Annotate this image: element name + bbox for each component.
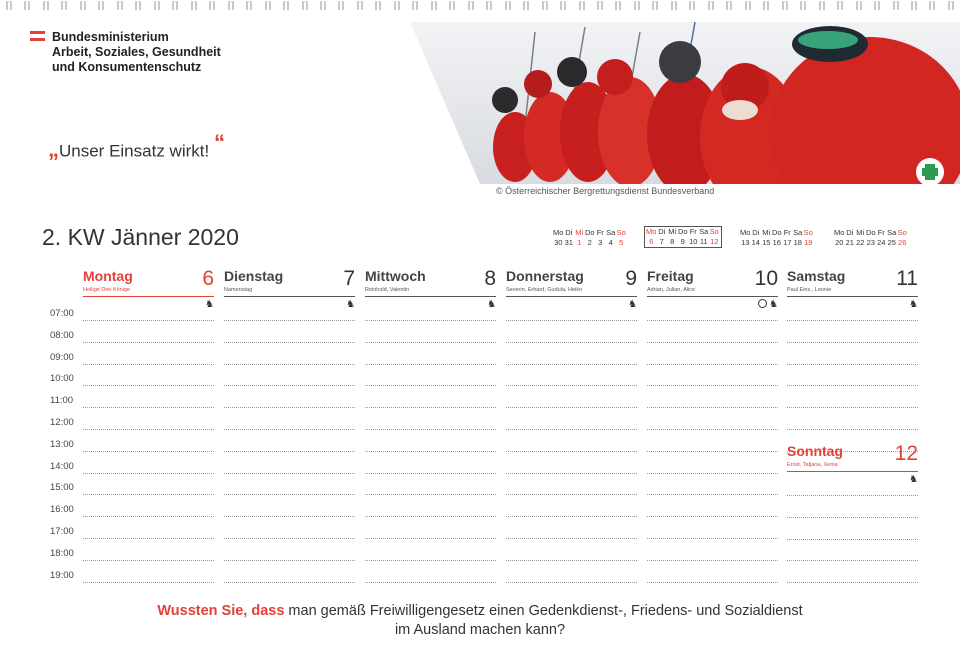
weekday-abbrev: Mi: [668, 227, 677, 236]
weekday-abbrev: Sa: [699, 227, 709, 236]
spiral-ring: [172, 1, 178, 10]
time-slot-line[interactable]: [787, 560, 918, 561]
time-slot-line[interactable]: [647, 451, 778, 452]
mini-calendar-week-2: [644, 226, 722, 248]
time-label: 09:00: [50, 351, 74, 363]
time-slot-line[interactable]: [506, 560, 637, 561]
mini-calendar-week-1: [553, 228, 627, 248]
time-slot-line[interactable]: [224, 582, 355, 583]
weekday-abbrev: Mi: [575, 228, 584, 237]
day-icons: [758, 299, 778, 310]
time-slot-line[interactable]: [83, 320, 214, 321]
spiral-ring: [929, 1, 935, 10]
paw-icon: ♞: [628, 299, 637, 310]
time-slot-line[interactable]: [647, 494, 778, 495]
time-slot-line[interactable]: [365, 516, 496, 517]
spiral-ring: [579, 1, 585, 10]
mini-calendar-day: 26: [898, 238, 907, 247]
spiral-ring: [283, 1, 289, 10]
time-slot-line[interactable]: [83, 538, 214, 539]
spiral-ring: [523, 1, 529, 10]
photo-credit: © Österreichischer Bergrettungsdienst Bundesverband: [496, 186, 715, 196]
day-number: 7: [343, 267, 355, 290]
mini-calendar-day: 15: [762, 238, 771, 247]
ministry-line-3: und Konsumentenschutz: [52, 60, 202, 74]
mini-calendar-day: 1: [577, 238, 582, 247]
time-slot-line[interactable]: [83, 494, 214, 495]
time-slot-line[interactable]: [83, 516, 214, 517]
weekday-abbrev: Mo: [740, 228, 751, 237]
day-header-rule: [787, 296, 918, 297]
time-label: 07:00: [50, 308, 74, 319]
time-slot-line[interactable]: [83, 407, 214, 408]
mini-calendar-header: [834, 228, 908, 238]
time-slot-line[interactable]: [787, 364, 918, 365]
weekday-abbrev: So: [897, 228, 907, 237]
spiral-ring: [449, 1, 455, 10]
mini-calendar-day: 4: [608, 238, 613, 247]
spiral-ring: [542, 1, 548, 10]
spiral-ring: [689, 1, 695, 10]
day-icons: [909, 474, 918, 485]
footer-highlight: Wussten Sie, dass: [157, 603, 285, 619]
mini-calendar-days: [740, 238, 814, 248]
time-slot-line[interactable]: [787, 407, 918, 408]
spiral-ring: [615, 1, 621, 10]
mini-calendar-days: [553, 238, 627, 248]
spiral-ring: [468, 1, 474, 10]
time-label: 08:00: [50, 329, 74, 341]
time-slot-line[interactable]: [365, 473, 496, 474]
time-slot-line[interactable]: [365, 320, 496, 321]
weekday-abbrev: Fr: [596, 228, 604, 237]
spiral-ring: [856, 1, 862, 10]
time-slot-line[interactable]: [224, 560, 355, 561]
weekday-abbrev: Fr: [877, 228, 885, 237]
footer-fact: [0, 602, 960, 640]
weekday-abbrev: Do: [584, 228, 595, 237]
spiral-ring: [24, 1, 30, 10]
time-slot-line[interactable]: [506, 342, 637, 343]
day-number: 11: [896, 267, 918, 290]
spiral-ring: [431, 1, 437, 10]
day-name: Mittwoch: [365, 268, 426, 284]
time-slot-line[interactable]: [787, 320, 918, 321]
time-slot-line[interactable]: [506, 473, 637, 474]
time-slot-line[interactable]: [365, 429, 496, 430]
time-slot-line[interactable]: [506, 538, 637, 539]
mini-calendar-day: 11: [699, 237, 708, 246]
mini-calendar-day: 25: [887, 238, 896, 247]
weekday-abbrev: So: [616, 228, 626, 237]
time-slot-line[interactable]: [647, 342, 778, 343]
full-moon-icon: [758, 299, 767, 308]
mini-calendar-day: 8: [670, 237, 675, 246]
time-slot-line[interactable]: [787, 429, 918, 430]
spiral-ring: [338, 1, 344, 10]
time-slot-line[interactable]: [787, 539, 918, 540]
time-slot-line[interactable]: [83, 385, 214, 386]
spiral-ring: [117, 1, 123, 10]
weekday-abbrev: Fr: [689, 227, 697, 236]
spiral-ring: [412, 1, 418, 10]
day-icons: [487, 299, 496, 310]
weekday-abbrev: So: [709, 227, 719, 236]
spiral-ring: [246, 1, 252, 10]
time-slot-line[interactable]: [224, 385, 355, 386]
mini-calendar-days: [646, 237, 720, 247]
time-label: 13:00: [50, 438, 74, 450]
time-label: 16:00: [50, 504, 74, 516]
spiral-ring: [43, 1, 49, 10]
spiral-ring: [80, 1, 86, 10]
time-slot-line[interactable]: [506, 407, 637, 408]
spiral-ring: [61, 1, 67, 10]
time-label: 14:00: [50, 460, 74, 472]
time-slot-line[interactable]: [365, 451, 496, 452]
spiral-ring: [893, 1, 899, 10]
day-header-rule: [506, 296, 637, 297]
weekday-abbrev: Sa: [793, 228, 803, 237]
mini-calendar-day: 10: [689, 237, 698, 246]
day-header-rule: [83, 296, 214, 297]
mini-calendar-day: 19: [804, 238, 813, 247]
mini-calendar-day: 13: [741, 238, 750, 247]
time-slot-line[interactable]: [83, 364, 214, 365]
mini-calendar-week-4: [834, 228, 908, 248]
spiral-ring: [671, 1, 677, 10]
weekday-abbrev: Do: [865, 228, 876, 237]
time-slot-line[interactable]: [83, 451, 214, 452]
time-slot-line[interactable]: [224, 407, 355, 408]
day-header-rule: [647, 296, 778, 297]
spiral-ring: [745, 1, 751, 10]
time-slot-line[interactable]: [506, 429, 637, 430]
time-slot-line[interactable]: [83, 473, 214, 474]
time-slot-line[interactable]: [506, 582, 637, 583]
paw-icon: ♞: [909, 474, 918, 485]
time-label: 18:00: [50, 547, 74, 559]
footer-line-1-rest: man gemäß Freiwilligengesetz einen Gedenkdienst-, Friedens- und Sozialdienst: [284, 603, 803, 619]
time-slot-line[interactable]: [224, 320, 355, 321]
day-icons: [205, 299, 214, 310]
mini-calendar-day: 24: [877, 238, 886, 247]
time-slot-line[interactable]: [647, 364, 778, 365]
time-slot-line[interactable]: [365, 538, 496, 539]
name-days: Paul Eins., Leonie: [787, 287, 832, 293]
day-number: 9: [625, 267, 637, 290]
time-slot-line[interactable]: [224, 538, 355, 539]
time-slot-line[interactable]: [506, 516, 637, 517]
weekday-abbrev: Fr: [783, 228, 791, 237]
spiral-ring: [763, 1, 769, 10]
mini-calendar-day: 9: [680, 237, 685, 246]
spiral-ring: [302, 1, 308, 10]
ministry-line-1: Bundesministerium: [52, 30, 169, 44]
spiral-ring: [782, 1, 788, 10]
time-slot-line[interactable]: [647, 516, 778, 517]
spiral-ring: [375, 1, 381, 10]
spiral-ring: [819, 1, 825, 10]
time-label: 19:00: [50, 569, 74, 581]
time-slot-line[interactable]: [506, 385, 637, 386]
weekday-abbrev: Di: [565, 228, 573, 237]
weekday-abbrev: Mo: [834, 228, 845, 237]
spiral-ring: [597, 1, 603, 10]
day-icons: [346, 299, 355, 310]
mini-calendar-day: 20: [835, 238, 844, 247]
spiral-ring: [800, 1, 806, 10]
mini-calendar-header: [553, 228, 627, 238]
weekday-abbrev: Di: [752, 228, 760, 237]
weekday-abbrev: Di: [846, 228, 854, 237]
ministry-line-2: Arbeit, Soziales, Gesundheit: [52, 45, 221, 59]
time-slot-line[interactable]: [787, 342, 918, 343]
slogan-close-quote: “: [213, 130, 225, 155]
paw-icon: ♞: [909, 299, 918, 310]
time-slot-line[interactable]: [647, 385, 778, 386]
time-label: 15:00: [50, 482, 74, 494]
mini-calendar-day: 2: [587, 238, 592, 247]
time-slot-line[interactable]: [647, 560, 778, 561]
day-icons: [909, 299, 918, 310]
time-slot-line[interactable]: [647, 429, 778, 430]
day-number: 12: [894, 442, 918, 465]
weekday-abbrev: Mi: [856, 228, 865, 237]
name-days: Ernst, Tatjana, Xenia: [787, 462, 838, 468]
weekday-abbrev: Sa: [887, 228, 897, 237]
paw-icon: ♞: [346, 299, 355, 310]
name-days: Heilige Drei Könige: [83, 287, 131, 293]
day-number: 6: [202, 267, 214, 290]
paw-icon: ♞: [205, 299, 214, 310]
time-slot-line[interactable]: [647, 320, 778, 321]
day-name: Montag: [83, 268, 133, 284]
day-name: Freitag: [647, 268, 694, 284]
time-label: 11:00: [50, 395, 74, 407]
time-slot-line[interactable]: [224, 473, 355, 474]
time-slot-line[interactable]: [647, 407, 778, 408]
mini-calendar-day: 21: [845, 238, 854, 247]
time-slot-line[interactable]: [365, 385, 496, 386]
time-slot-line[interactable]: [787, 517, 918, 518]
spiral-ring: [135, 1, 141, 10]
time-slot-line[interactable]: [224, 429, 355, 430]
spiral-ring: [6, 1, 12, 10]
slogan-open-quote: „: [48, 136, 59, 162]
footer-line-2: im Ausland machen kann?: [394, 622, 566, 638]
mini-calendar-day: 6: [649, 237, 654, 246]
spiral-ring: [320, 1, 326, 10]
time-slot-line[interactable]: [787, 582, 918, 583]
spiral-ring: [486, 1, 492, 10]
ministry-name: [52, 30, 282, 75]
time-slot-line[interactable]: [365, 582, 496, 583]
mini-calendar-day: 7: [659, 237, 664, 246]
weekday-abbrev: Mo: [646, 227, 657, 236]
footer-line-1: [0, 602, 960, 621]
weekday-abbrev: Do: [677, 227, 688, 236]
spiral-ring: [209, 1, 215, 10]
time-slot-line[interactable]: [224, 451, 355, 452]
name-days: Adrian, Julian, Alice: [647, 287, 695, 293]
spiral-ring: [726, 1, 732, 10]
time-slot-line[interactable]: [365, 342, 496, 343]
spiral-ring: [911, 1, 917, 10]
spiral-ring: [948, 1, 954, 10]
time-slot-line[interactable]: [365, 494, 496, 495]
spiral-ring: [874, 1, 880, 10]
time-slot-line[interactable]: [787, 385, 918, 386]
mini-calendar-day: 16: [772, 238, 781, 247]
mini-calendar-day: 12: [710, 237, 719, 246]
spiral-ring: [505, 1, 511, 10]
mini-calendar-day: 18: [793, 238, 802, 247]
spiral-ring: [191, 1, 197, 10]
time-slot-line[interactable]: [83, 429, 214, 430]
mini-calendar-day: 17: [783, 238, 792, 247]
time-slot-line[interactable]: [787, 495, 918, 496]
weekday-abbrev: Mo: [553, 228, 564, 237]
spiral-ring: [708, 1, 714, 10]
mini-calendar-week-3: [740, 228, 814, 248]
spiral-ring: [634, 1, 640, 10]
time-slot-line[interactable]: [83, 560, 214, 561]
time-slot-line[interactable]: [506, 451, 637, 452]
time-slot-line[interactable]: [224, 516, 355, 517]
time-label: 12:00: [50, 417, 74, 428]
time-slot-line[interactable]: [365, 364, 496, 365]
weekday-abbrev: Do: [771, 228, 782, 237]
time-slot-line[interactable]: [647, 582, 778, 583]
paw-icon: ♞: [487, 299, 496, 310]
mini-calendar-header: [646, 227, 720, 237]
spiral-binding: [0, 0, 960, 14]
day-name: Donnerstag: [506, 268, 584, 284]
spiral-ring: [265, 1, 271, 10]
name-days: Namenstag: [224, 287, 253, 293]
weekday-abbrev: Sa: [606, 228, 616, 237]
time-slot-line[interactable]: [647, 538, 778, 539]
mini-calendar-day: 31: [564, 238, 573, 247]
time-label: 10:00: [50, 373, 74, 385]
time-label: 17:00: [50, 526, 74, 537]
day-name: Samstag: [787, 268, 846, 284]
paw-icon: ♞: [769, 299, 778, 310]
mini-calendar-day: 14: [751, 238, 760, 247]
spiral-ring: [357, 1, 363, 10]
mini-calendar-day: 22: [856, 238, 865, 247]
week-title: 2. KW Jänner 2020: [42, 224, 239, 250]
time-slot-line[interactable]: [365, 560, 496, 561]
time-slot-line[interactable]: [224, 342, 355, 343]
day-icons: [628, 299, 637, 310]
mini-calendar-days: [834, 238, 908, 248]
spiral-ring: [394, 1, 400, 10]
day-header-rule: [365, 296, 496, 297]
spiral-ring: [652, 1, 658, 10]
day-name: Dienstag: [224, 268, 284, 284]
spiral-ring: [837, 1, 843, 10]
weekday-abbrev: Di: [658, 227, 666, 236]
name-days: Reinhold, Valentin: [365, 287, 410, 293]
day-name: Sonntag: [787, 443, 843, 459]
mini-calendar-day: 23: [866, 238, 875, 247]
weekday-abbrev: So: [803, 228, 813, 237]
time-slot-line[interactable]: [83, 342, 214, 343]
weekday-abbrev: Mi: [762, 228, 771, 237]
time-slot-line[interactable]: [224, 494, 355, 495]
mini-calendar-day: 5: [619, 238, 624, 247]
day-number: 8: [484, 267, 496, 290]
time-slot-line[interactable]: [506, 494, 637, 495]
time-slot-line[interactable]: [506, 364, 637, 365]
spiral-ring: [98, 1, 104, 10]
time-slot-line[interactable]: [647, 473, 778, 474]
day-number: 10: [754, 267, 778, 290]
spiral-ring: [560, 1, 566, 10]
mountain-rescue-photo: [410, 22, 960, 184]
spiral-ring: [228, 1, 234, 10]
mini-calendar-header: [740, 228, 814, 238]
slogan-text: Unser Einsatz wirkt!: [59, 141, 210, 161]
time-slot-line[interactable]: [83, 582, 214, 583]
austrian-flag-icon: [30, 31, 45, 41]
mini-calendar-day: 3: [598, 238, 603, 247]
time-slot-line[interactable]: [224, 364, 355, 365]
time-slot-line[interactable]: [506, 320, 637, 321]
day-header-rule: [787, 471, 918, 472]
time-slot-line[interactable]: [365, 407, 496, 408]
slogan: [48, 130, 225, 163]
name-days: Severin, Erhard, Gudula, Heiko: [506, 287, 583, 293]
spiral-ring: [154, 1, 160, 10]
day-header-rule: [224, 296, 355, 297]
mini-calendar-day: 30: [554, 238, 563, 247]
